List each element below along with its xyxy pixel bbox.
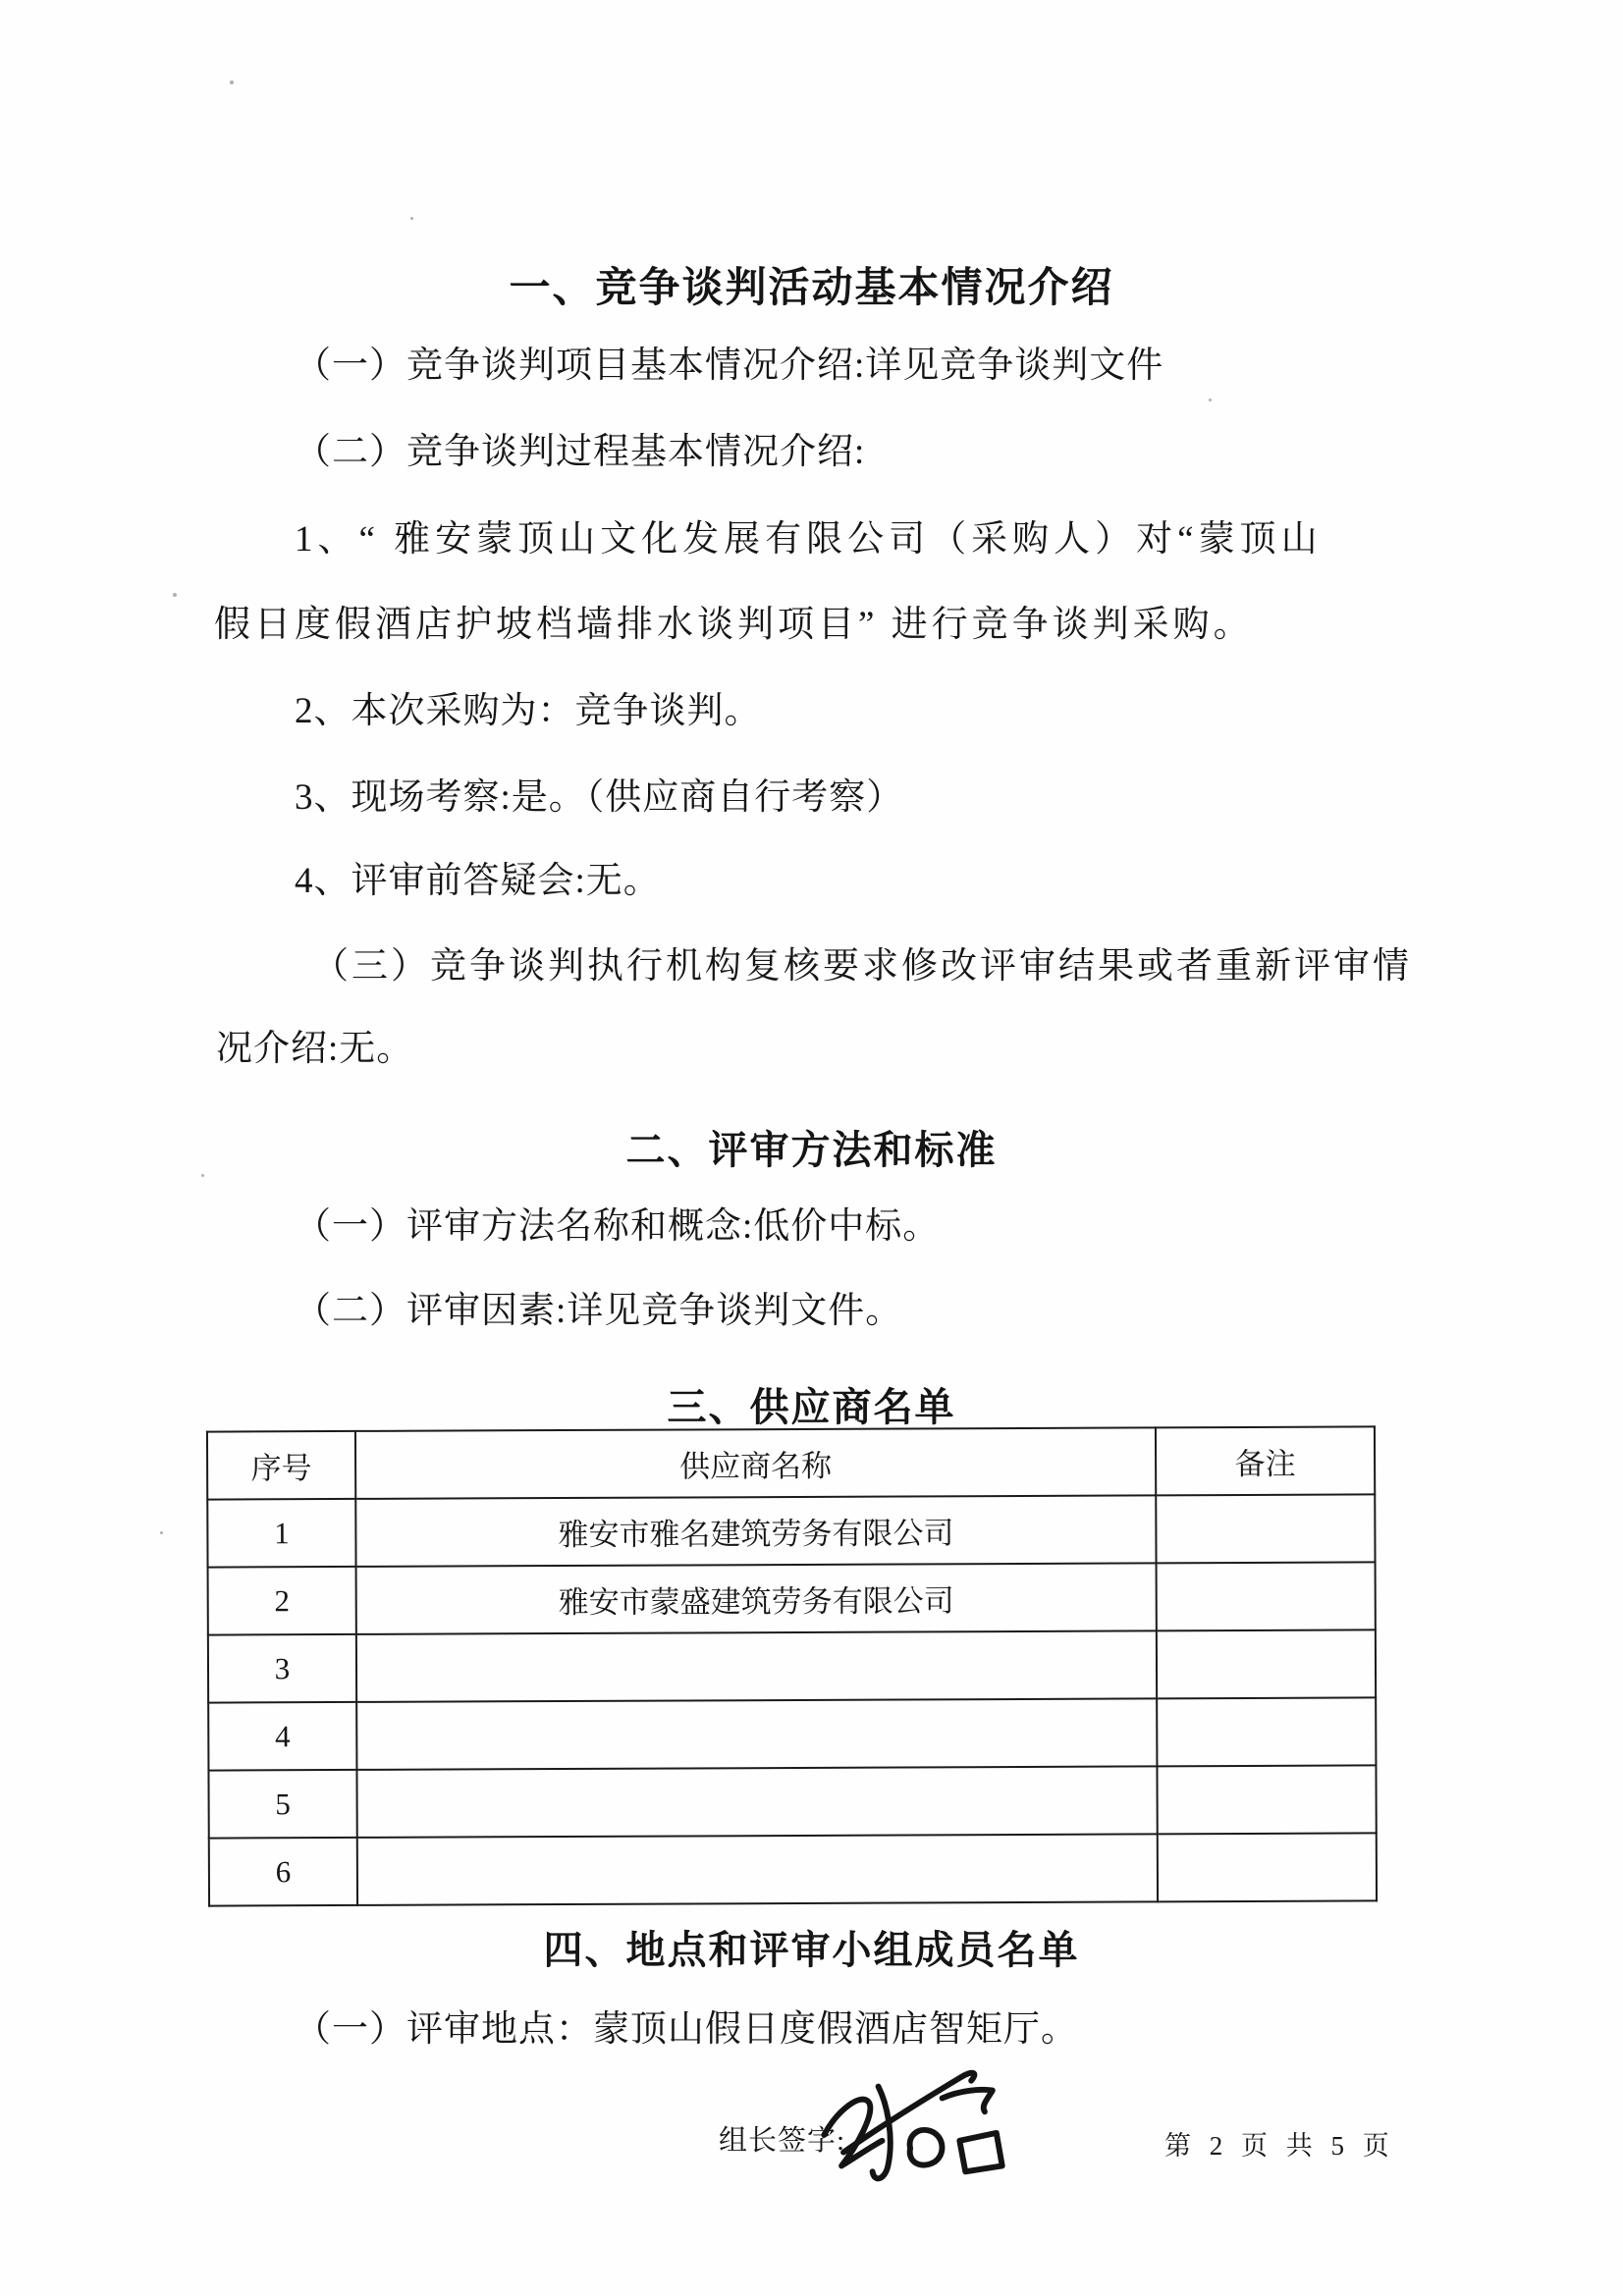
section-1-item-6: 4、评审前答疑会:无。 xyxy=(295,861,661,901)
section-1-item-5: 3、现场考察:是。（供应商自行考察） xyxy=(295,777,904,818)
supplier-name: 雅安市蒙盛建筑劳务有限公司 xyxy=(356,1563,1157,1634)
supplier-name xyxy=(356,1630,1157,1702)
supplier-note xyxy=(1157,1629,1376,1698)
scan-speck xyxy=(1209,399,1212,401)
supplier-no: 6 xyxy=(209,1838,357,1906)
section-1-item-7-line-2: 况介绍:无。 xyxy=(216,1029,414,1069)
supplier-note xyxy=(1157,1562,1376,1630)
section-1-item-3-line-1: 1、“ 雅安蒙顶山文化发展有限公司（采购人）对“蒙顶山 xyxy=(295,519,1323,560)
supplier-note xyxy=(1156,1494,1375,1563)
supplier-name xyxy=(357,1834,1158,1905)
supplier-no: 1 xyxy=(207,1499,355,1568)
suppliers-table-header-row xyxy=(207,1426,1375,1499)
supplier-no: 3 xyxy=(208,1634,356,1703)
section-4-item-1: （一）评审地点：蒙顶山假日度假酒店智矩厅。 xyxy=(295,2009,1078,2050)
section-1-item-1: （一）竞争谈判项目基本情况介绍:详见竞争谈判文件 xyxy=(295,346,1164,386)
section-1-item-3-line-2: 假日度假酒店护坡档墙排水谈判项目” 进行竞争谈判采购。 xyxy=(214,605,1254,645)
column-header-note: 备注 xyxy=(1156,1426,1375,1495)
section-4-heading: 四、地点和评审小组成员名单 xyxy=(543,1929,1080,1972)
section-1-item-2: （二）竞争谈判过程基本情况介绍: xyxy=(295,432,866,472)
scan-speck xyxy=(410,217,413,220)
column-header-no: 序号 xyxy=(207,1431,355,1500)
supplier-no: 2 xyxy=(208,1567,356,1635)
supplier-name xyxy=(356,1766,1157,1838)
section-1-item-7-line-1: （三）竞争谈判执行机构复核要求修改评审结果或者重新评审情 xyxy=(312,946,1412,987)
section-1-item-4: 2、本次采购为：竞争谈判。 xyxy=(295,691,762,731)
supplier-note xyxy=(1158,1833,1377,1901)
page-indicator: 第 2 页 共 5 页 xyxy=(1164,2131,1395,2161)
supplier-no: 5 xyxy=(208,1770,356,1839)
scan-speck xyxy=(230,80,234,84)
supplier-name: 雅安市雅名建筑劳务有限公司 xyxy=(355,1495,1156,1567)
supplier-note xyxy=(1157,1697,1376,1766)
section-1-heading: 一、竞争谈判活动基本情况介绍 xyxy=(509,264,1114,310)
suppliers-table xyxy=(206,1425,1378,1906)
section-2-item-1: （一）评审方法名称和概念:低价中标。 xyxy=(295,1206,941,1247)
scan-speck xyxy=(160,1531,163,1534)
section-2-heading: 二、评审方法和标准 xyxy=(625,1129,998,1172)
supplier-note xyxy=(1157,1765,1376,1834)
supplier-row-4 xyxy=(208,1697,1376,1770)
section-2-item-2: （二）评审因素:详见竞争谈判文件。 xyxy=(295,1291,903,1331)
supplier-row-3 xyxy=(208,1629,1376,1702)
signature-label: 组长签字: xyxy=(719,2125,846,2157)
supplier-no: 4 xyxy=(208,1702,356,1771)
column-header-name: 供应商名称 xyxy=(355,1427,1156,1499)
leader-signature-handwriting xyxy=(818,2059,1012,2195)
supplier-row-2 xyxy=(208,1562,1376,1634)
supplier-name xyxy=(356,1698,1157,1770)
scan-speck xyxy=(173,593,177,597)
supplier-row-6 xyxy=(209,1833,1377,1905)
supplier-row-1 xyxy=(207,1494,1375,1567)
supplier-row-5 xyxy=(208,1765,1376,1838)
section-3-heading: 三、供应商名单 xyxy=(667,1386,956,1429)
